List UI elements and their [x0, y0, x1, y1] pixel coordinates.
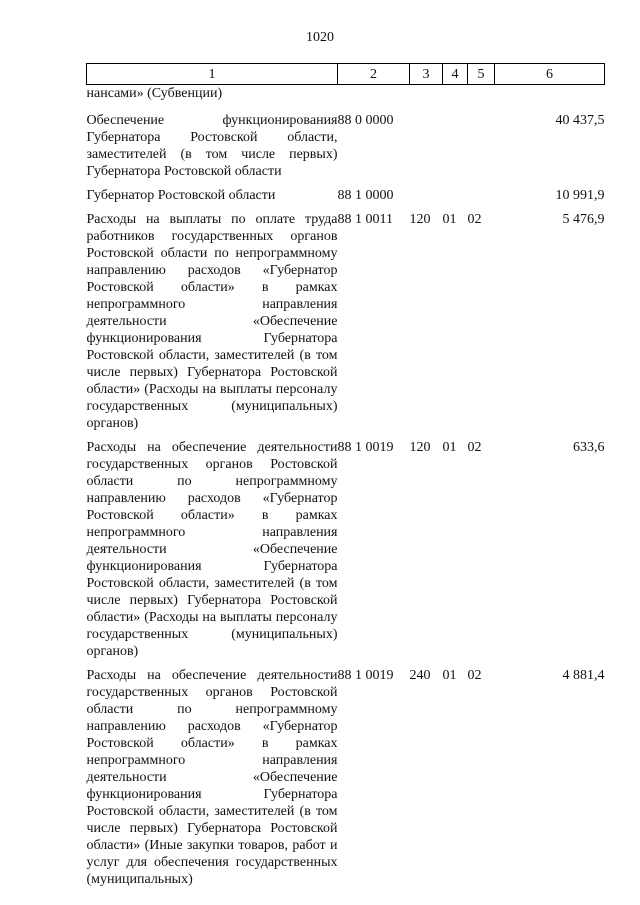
budget-table [86, 63, 605, 888]
row-description: Расходы на обеспечение деятельности государственных органов Ростовской области по непрограммному направлению расходов «Губернатор Ростовской области» в рамках непрограммного направления деятельности «Обеспечение функционирования Губернатора Ростовской области, заместителей (в том числе первых) Губернатора Ростовской области» (Расходы на выплаты персоналу государственных (муниципальных) органов) [86, 440, 338, 659]
header-col-5: 5 [468, 64, 495, 85]
row-expense-type [410, 105, 443, 180]
row-subsection: 02 [467, 440, 482, 455]
row-target-code: 88 1 0011 [337, 212, 393, 227]
row-amount: 633,6 [573, 440, 605, 455]
row-target-code: 88 1 0000 [337, 188, 394, 203]
row-amount: 5 476,9 [562, 212, 605, 227]
table-row [87, 660, 605, 888]
row-subsection: 02 [467, 212, 482, 227]
table-row [87, 432, 605, 660]
row-expense-type [410, 180, 443, 204]
continuation-row [87, 85, 605, 106]
header-col-4: 4 [443, 64, 468, 85]
row-section [443, 180, 468, 204]
row-description: Обеспечение функционирования Губернатора Ростовской области, заместителей (в том числе первых) Губернатора Ростовской области [86, 113, 338, 179]
row-section: 01 [442, 668, 457, 683]
table-row [87, 180, 605, 204]
row-expense-type: 240 [409, 668, 431, 683]
row-subsection: 02 [467, 668, 482, 683]
row-amount: 4 881,4 [562, 668, 605, 683]
row-description: Губернатор Ростовской области [86, 188, 276, 203]
row-description: Расходы на выплаты по оплате труда работников государственных органов Ростовской области по непрограммному направлению расходов «Губернатор Ростовской области» в рамках непрограммного направления деятельности «Обеспечение функционирования Губернатора Ростовской области, заместителей (в том числе первых) Губернатора Ростовской области» (Расходы на выплаты персоналу государственных (муниципальных) органов) [86, 212, 338, 431]
row-target-code: 88 1 0019 [337, 668, 394, 683]
row-amount: 40 437,5 [555, 113, 605, 128]
table-header [87, 64, 605, 85]
row-subsection [468, 105, 495, 180]
header-col-2: 2 [338, 64, 410, 85]
header-col-6: 6 [495, 64, 605, 85]
row-section: 01 [442, 212, 457, 227]
page-number: 1020 [306, 30, 334, 45]
row-section [443, 105, 468, 180]
table-row [87, 204, 605, 432]
continuation-text: нансами» (Субвенции) [86, 86, 223, 101]
table-row [87, 105, 605, 180]
row-amount: 10 991,9 [555, 188, 605, 203]
row-expense-type: 120 [409, 440, 431, 455]
header-col-3: 3 [410, 64, 443, 85]
header-col-1: 1 [87, 64, 338, 85]
row-description: Расходы на обеспечение деятельности государственных органов Ростовской области по непрограммному направлению расходов «Губернатор Ростовской области» в рамках непрограммного направления деятельности «Обеспечение функционирования Губернатора Ростовской области, заместителей (в том числе первых) Губернатора Ростовской области» (Иные закупки товаров, работ и услуг для обеспечения государственных (муниципальных) [86, 668, 338, 887]
row-expense-type: 120 [409, 212, 431, 227]
row-subsection [468, 180, 495, 204]
row-target-code: 88 1 0019 [337, 440, 394, 455]
row-target-code: 88 0 0000 [337, 113, 394, 128]
row-section: 01 [442, 440, 457, 455]
